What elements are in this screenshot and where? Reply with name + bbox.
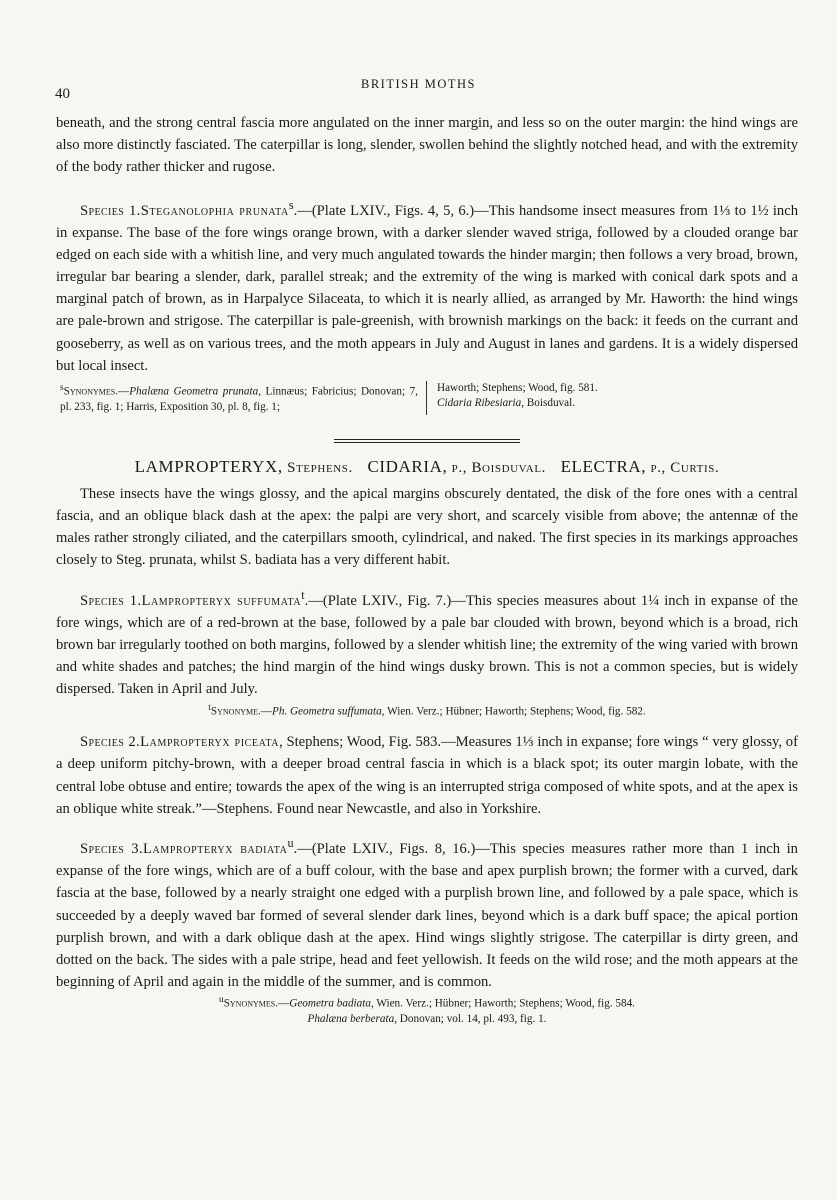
synonym-line — [437, 396, 598, 411]
genus-name: ELECTRA, — [560, 456, 647, 476]
synonym-name: Phalæna berberata, — [307, 1013, 397, 1026]
species-name: Lampropteryx piceata — [140, 734, 280, 751]
species-label: Species 3. — [80, 840, 143, 857]
footnote-mark: s — [60, 383, 64, 394]
species-name: Steganolophia prunata — [140, 202, 289, 219]
synonyms-right-column — [427, 381, 598, 415]
synonym-line — [56, 993, 798, 1012]
genus-authority: p., Curtis. — [646, 459, 720, 476]
species-description: , Stephens; Wood, Fig. 583.—Measures 1⅓ inch in expanse; fore wings “ very glossy, of a deep uniform pitchy-brown, with a deeper broad central fascia in which is a black spot; its outer margin lobate, with the central lobe obtuse and entire; towards the apex of the wing is an interrupted striga composed of white spots, and at the apex is an oblique white streak.”—Stephens. Found near Newcastle, and also in Yorkshire. — [56, 734, 798, 817]
synonym-refs: Wien. Verz.; Hübner; Haworth; Stephens; Wood, fig. 582. — [384, 705, 646, 718]
species-label: Species 1. — [80, 202, 141, 219]
synonym-refs: Donovan; vol. 14, pl. 493, fig. 1. — [397, 1013, 547, 1026]
species-description: .—(Plate LXIV., Figs. 4, 5, 6.)—This handsome insect measures from 1⅓ to 1½ inch in expanse. The base of the fore wings orange brown, with a darker slender waved striga, followed by a clouded orange bar edged on each side with a whitish line, and very much angulated towards the hinder margin; then follows a very broad, brown, irregular bar bearing a slender, dark, parallel streak; and the extremity of the wing is marked with conical dark spots and a marginal patch of brown, as in Harpalyce Silaceata, to which it is nearly allied, as arranged by Mr. Haworth: the hind wings are pale-brown and strigose. The caterpillar is pale-greenish, with brownish markings on the back: it feeds on the currant and gooseberry, as well as on various trees, and the moth appears in July and August in lanes and gardens. It is a widely dispersed but local insect. — [56, 202, 799, 374]
synonyms-label: Synonyme.— — [210, 705, 272, 718]
genus-name: LAMPROPTERYX, — [134, 456, 283, 476]
species-description: .—(Plate LXIV., Fig. 7.)—This species measures about 1¼ inch in expanse of the fore wings, which are of a red-brown at the base, followed by a pale bar clouded with brown, beyond which is a broad, rich brown bar irregularly toothed on both margins, followed by a slender whitish line; the extremity of the wing varied with brown and white shades and patches; the hind margin of the hind wings dusky brown. This is not a common species, but is widely dispersed. Taken in April and July. — [56, 592, 798, 698]
synonyms-label: Synonymes.— — [223, 998, 290, 1011]
synonyms-badiata — [56, 993, 798, 1027]
genus-description: These insects have the wings glossy, and the apical margins obscurely dentated, the disk of the fore ones with a central fascia, and an oblique black dash at the apex: the palpi are very short, and scarcely visible from above; the antennæ of the males rather strongly ciliated, and the caterpillars smooth, cylindrical, and naked. The first species in its markings approaches closely to Steg. prunata, whilst S. badiata has a very different habit. — [56, 485, 798, 569]
genus-authority: Stephens. — [282, 459, 353, 476]
synonym-refs: Wien. Verz.; Hübner; Haworth; Stephens; Wood, fig. 584. — [373, 998, 635, 1011]
synonyms-suffumata — [56, 701, 798, 720]
synonym-name: Phalæna Geometra prunata, — [129, 385, 261, 398]
synonym-refs: Haworth; Stephens; Wood, fig. 581. — [437, 382, 598, 395]
intro-paragraph: beneath, and the strong central fascia more angulated on the inner margin, and less so on the outer margin: the hind wings are also more distinctly fasciated. The caterpillar is long, slender, swollen behind the slightly notched head, and with the extremity of the body rather thicker and rugose. — [56, 115, 798, 176]
page-number: 40 — [55, 86, 70, 102]
synonym-name: Geometra badiata, — [289, 998, 374, 1011]
species-lampropteryx-suffumata — [56, 584, 798, 701]
footnote-mark: s — [288, 197, 294, 212]
running-title: BRITISH MOTHS — [361, 77, 476, 91]
species-lampropteryx-badiata — [56, 832, 798, 993]
page-body — [56, 112, 798, 1027]
synonym-name: Ph. Geometra suffumata, — [271, 705, 385, 718]
synonym-refs: Linnæus; Fabricius; Donovan; 7, pl. 233, fig. 1; Harris, Exposition 30, pl. 8, fig. 1; — [60, 385, 419, 413]
species-description: .—(Plate LXIV., Figs. 8, 16.)—This species measures rather more than 1 inch in expanse of the fore wings, which are of a buff colour, with the base and apex purplish brown; the former with a curved, dark fascia at the base, followed by a nearly straight one edged with a purplish brown line, and followed by a pale space, which is succeeded by a deeply waved bar formed of several slender dark lines, beyond which is a dark buff space; the apical portion purplish brown, and with a dark oblique dash at the apex. Hind wings slightly strigose. The caterpillar is dirty green, and dotted on the back. The sides with a pale stripe, head and feet yellowish. It feeds on the wild rose; and the moth appears at the beginning of April and again in the middle of the summer, and is common. — [56, 840, 798, 991]
genus-name: CIDARIA, — [367, 456, 448, 476]
genus-authority: p., Boisduval. — [447, 459, 547, 476]
footnote-mark: u — [287, 836, 294, 851]
synonyms-prunata — [60, 381, 798, 415]
species-name: Lampropteryx suffumata — [141, 592, 302, 609]
species-label: Species 1. — [80, 592, 142, 609]
species-label: Species 2. — [80, 734, 141, 751]
synonym-refs: Boisduval. — [524, 397, 575, 410]
footnote-mark: t — [301, 587, 305, 602]
footnote-mark: t — [208, 702, 211, 713]
genus-heading — [56, 457, 798, 477]
section-divider — [334, 439, 520, 443]
synonyms-label: Synonymes.— — [63, 385, 130, 398]
species-lampropteryx-piceata — [56, 731, 798, 820]
synonym-line — [56, 1012, 798, 1027]
species-steganolophia-prunata — [56, 194, 798, 377]
footnote-mark: u — [219, 995, 224, 1006]
synonyms-left-column — [60, 381, 427, 415]
synonym-name: Cidaria Ribesiaria, — [437, 397, 525, 410]
species-name: Lampropteryx badiata — [143, 840, 288, 857]
